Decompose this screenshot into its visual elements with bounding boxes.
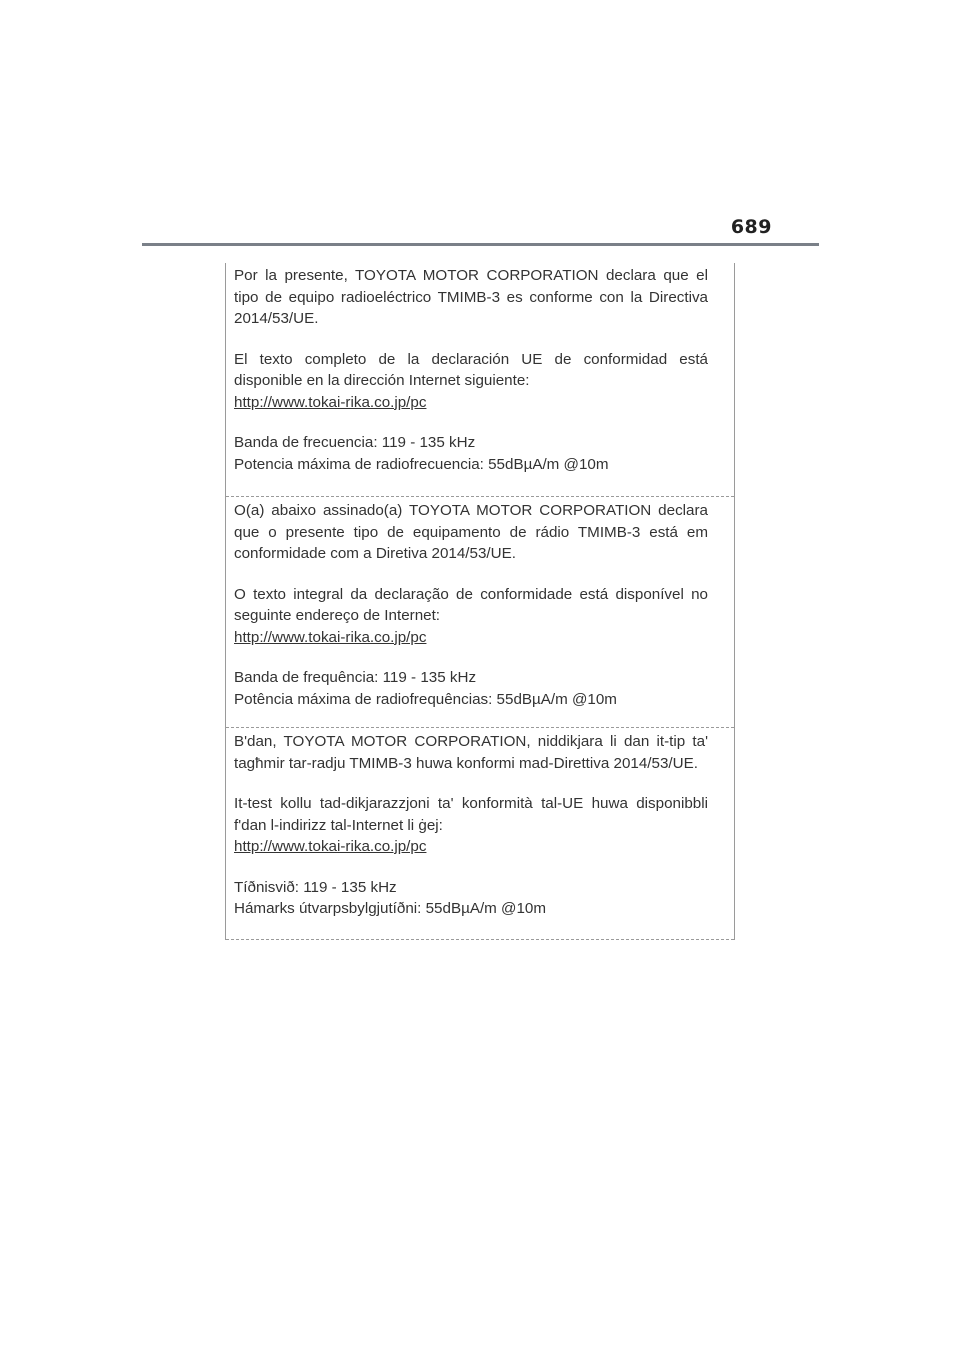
frequency-band: Tíðnisvið: 119 - 135 kHz <box>234 878 397 896</box>
specs-block <box>234 877 708 920</box>
max-power: Potência máxima de radiofrequências: 55dBµA/m @10m <box>234 690 617 708</box>
declaration-text: O(a) abaixo assinado(a) TOYOTA MOTOR CORPORATION declara que o presente tipo de equipamento de rádio TMIMB-3 está em conformidade com a Diretiva 2014/53/UE. <box>234 502 708 562</box>
availability-text: O texto integral da declaração de conformidade está disponível no seguinte endereço de Internet: <box>234 585 708 624</box>
page-number: 689 <box>730 216 772 238</box>
declaration-text: B'dan, TOYOTA MOTOR CORPORATION, niddikjara li dan it-tip ta' tagħmir tar-radju TMIMB-3 huwa konformi mad-Direttiva 2014/53/UE. <box>234 733 708 772</box>
availability-block <box>234 584 708 649</box>
max-power: Potencia máxima de radiofrecuencia: 55dBµA/m @10m <box>234 455 609 473</box>
declaration-link[interactable]: http://www.tokai-rika.co.jp/pc <box>234 393 427 411</box>
specs-block <box>234 667 708 710</box>
conformity-notice-box <box>225 263 735 940</box>
declaration-link[interactable]: http://www.tokai-rika.co.jp/pc <box>234 628 427 646</box>
frequency-band: Banda de frequência: 119 - 135 kHz <box>234 669 477 686</box>
availability-text: El texto completo de la declaración UE de conformidad está disponible en la dirección Internet siguiente: <box>234 350 708 389</box>
header-rule <box>142 243 819 246</box>
frequency-band: Banda de frecuencia: 119 - 135 kHz <box>234 434 476 451</box>
declaration-text: Por la presente, TOYOTA MOTOR CORPORATION declara que el tipo de equipo radioeléctrico TMIMB-3 es conforme con la Directiva 2014/53/UE. <box>234 267 708 327</box>
declaration-link[interactable]: http://www.tokai-rika.co.jp/pc <box>234 838 427 855</box>
declaration-section-spanish <box>226 265 734 496</box>
availability-text: It-test kollu tad-dikjarazzjoni ta' konformità tal-UE huwa disponibbli f'dan l-indirizz tal-Internet li ġej: <box>234 795 708 834</box>
declaration-section-portuguese <box>226 496 734 727</box>
max-power: Hámarks útvarpsbylgjutíðni: 55dBµA/m @10m <box>234 900 547 917</box>
availability-block <box>234 349 708 414</box>
declaration-section-maltese <box>226 727 734 940</box>
specs-block <box>234 432 708 475</box>
availability-block <box>234 793 708 858</box>
